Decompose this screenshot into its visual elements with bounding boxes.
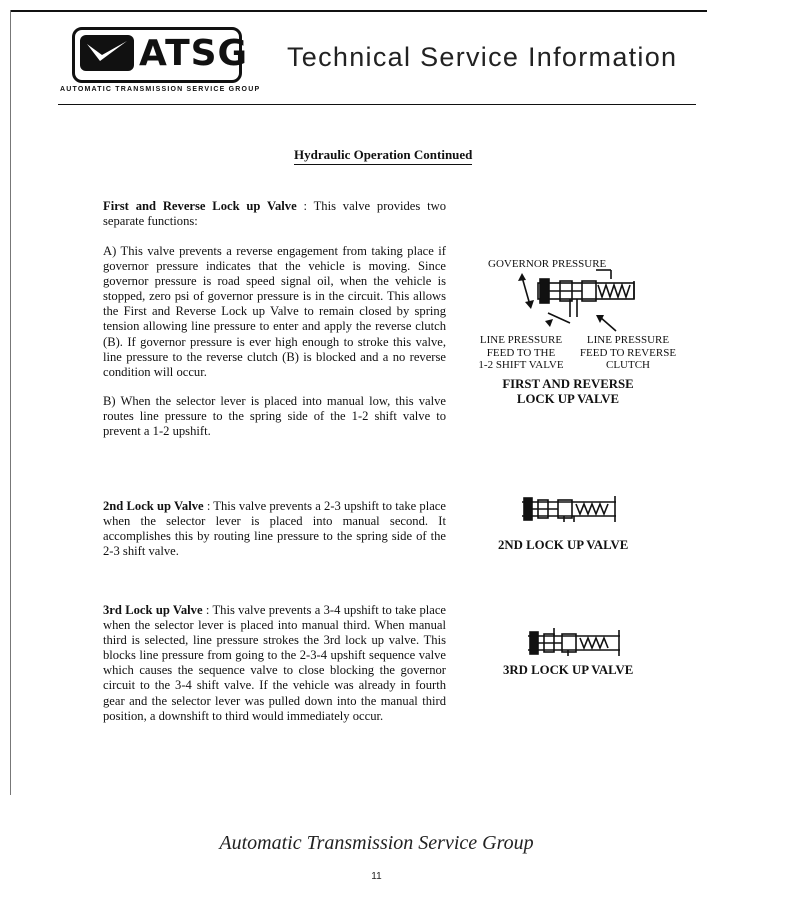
left-label-line-2: FEED TO THE [486,346,556,359]
logo-emblem [80,35,134,71]
right-label-line-1: LINE PRESSURE [586,334,670,346]
atsg-logo [72,27,249,83]
logo-arc-text: AUTOMATIC TRANSMISSION SERVICE GROUP [60,86,261,93]
first-reverse-intro-text: : This valve provides two separate functions: [103,199,446,229]
top-rule [10,10,707,12]
line-pressure-left-label [476,334,566,372]
right-label-line-3: CLUTCH [606,359,650,371]
first-reverse-para-a: A) This valve prevents a reverse engagement from taking place if governor pressure indicates that the vehicle is moving. Since governor pressure is road speed signal oil, when the vehicle is stopped, zero psi of governor pressure is in the circuit. This allows the First and Reverse Lock up Valve to remain closed by spring tension allowing line pressure to enter and apply the reverse clutch (B). If governor pressure is ever high enough to stroke this valve, line pressure to the reverse clutch (B) is blocked and a no reverse condition will occur. [103,244,446,379]
second-lockup-valve-drawing [518,492,622,526]
section-heading: Hydraulic Operation Continued [294,147,472,165]
line-pressure-right-label [578,334,678,372]
third-lockup-title: 3rd Lock up Valve [103,603,203,617]
second-lockup-diagram-title: 2ND LOCK UP VALVE [498,538,629,552]
first-reverse-intro [103,199,446,229]
first-reverse-para-b: B) When the selector lever is placed into manual low, this valve routes line pressure to the spring side of the 1-2 shift valve to prevent a 1-2 upshift. [103,394,446,439]
third-lockup-paragraph [103,603,446,724]
logo-text: ATSG [139,33,249,74]
left-rule [10,10,11,795]
third-lockup-diagram-title: 3RD LOCK UP VALVE [503,663,634,677]
second-lockup-paragraph [103,499,446,559]
first-reverse-valve-drawing [500,265,660,337]
governor-pressure-label: GOVERNOR PRESSURE [488,258,607,270]
left-label-line-1: LINE PRESSURE [479,334,563,346]
second-lockup-body: : This valve prevents a 2-3 upshift to take place when the selector lever is placed into manual second. It accomplishes this by routing line pressure to the spring side of the 2-3 shift valve. [103,499,446,559]
first-reverse-title: First and Reverse Lock up Valve [103,199,297,213]
diagram1-title-line-2: LOCK UP VALVE [516,392,620,406]
left-label-line-3: 1-2 SHIFT VALVE [478,359,564,371]
first-reverse-diagram-title [488,377,648,407]
second-lockup-title: 2nd Lock up Valve [103,499,204,513]
header-rule [58,104,696,105]
page-header-title: Technical Service Information [287,42,678,72]
third-lockup-valve-drawing [524,624,624,658]
footer-company-name: Automatic Transmission Service Group [219,832,534,854]
checkmark-icon [80,35,134,71]
diagram1-title-line-1: FIRST AND REVERSE [502,377,634,391]
page-number: 11 [371,871,382,882]
right-label-line-2: FEED TO REVERSE [579,346,677,359]
third-lockup-body: : This valve prevents a 3-4 upshift to take place when the selector lever is placed into manual third. When manual third is selected, line pressure strokes the 3rd lock up valve. This blocks line pressure from going to the 2-3-4 upshift sequence valve which causes the sequence valve to close blocking the governor circuit to the 3-4 shift valve. If the vehicle was already in fourth gear and the selector lever was pulled down into the manual third position, a downshift to third would immediately occur. [103,603,447,723]
